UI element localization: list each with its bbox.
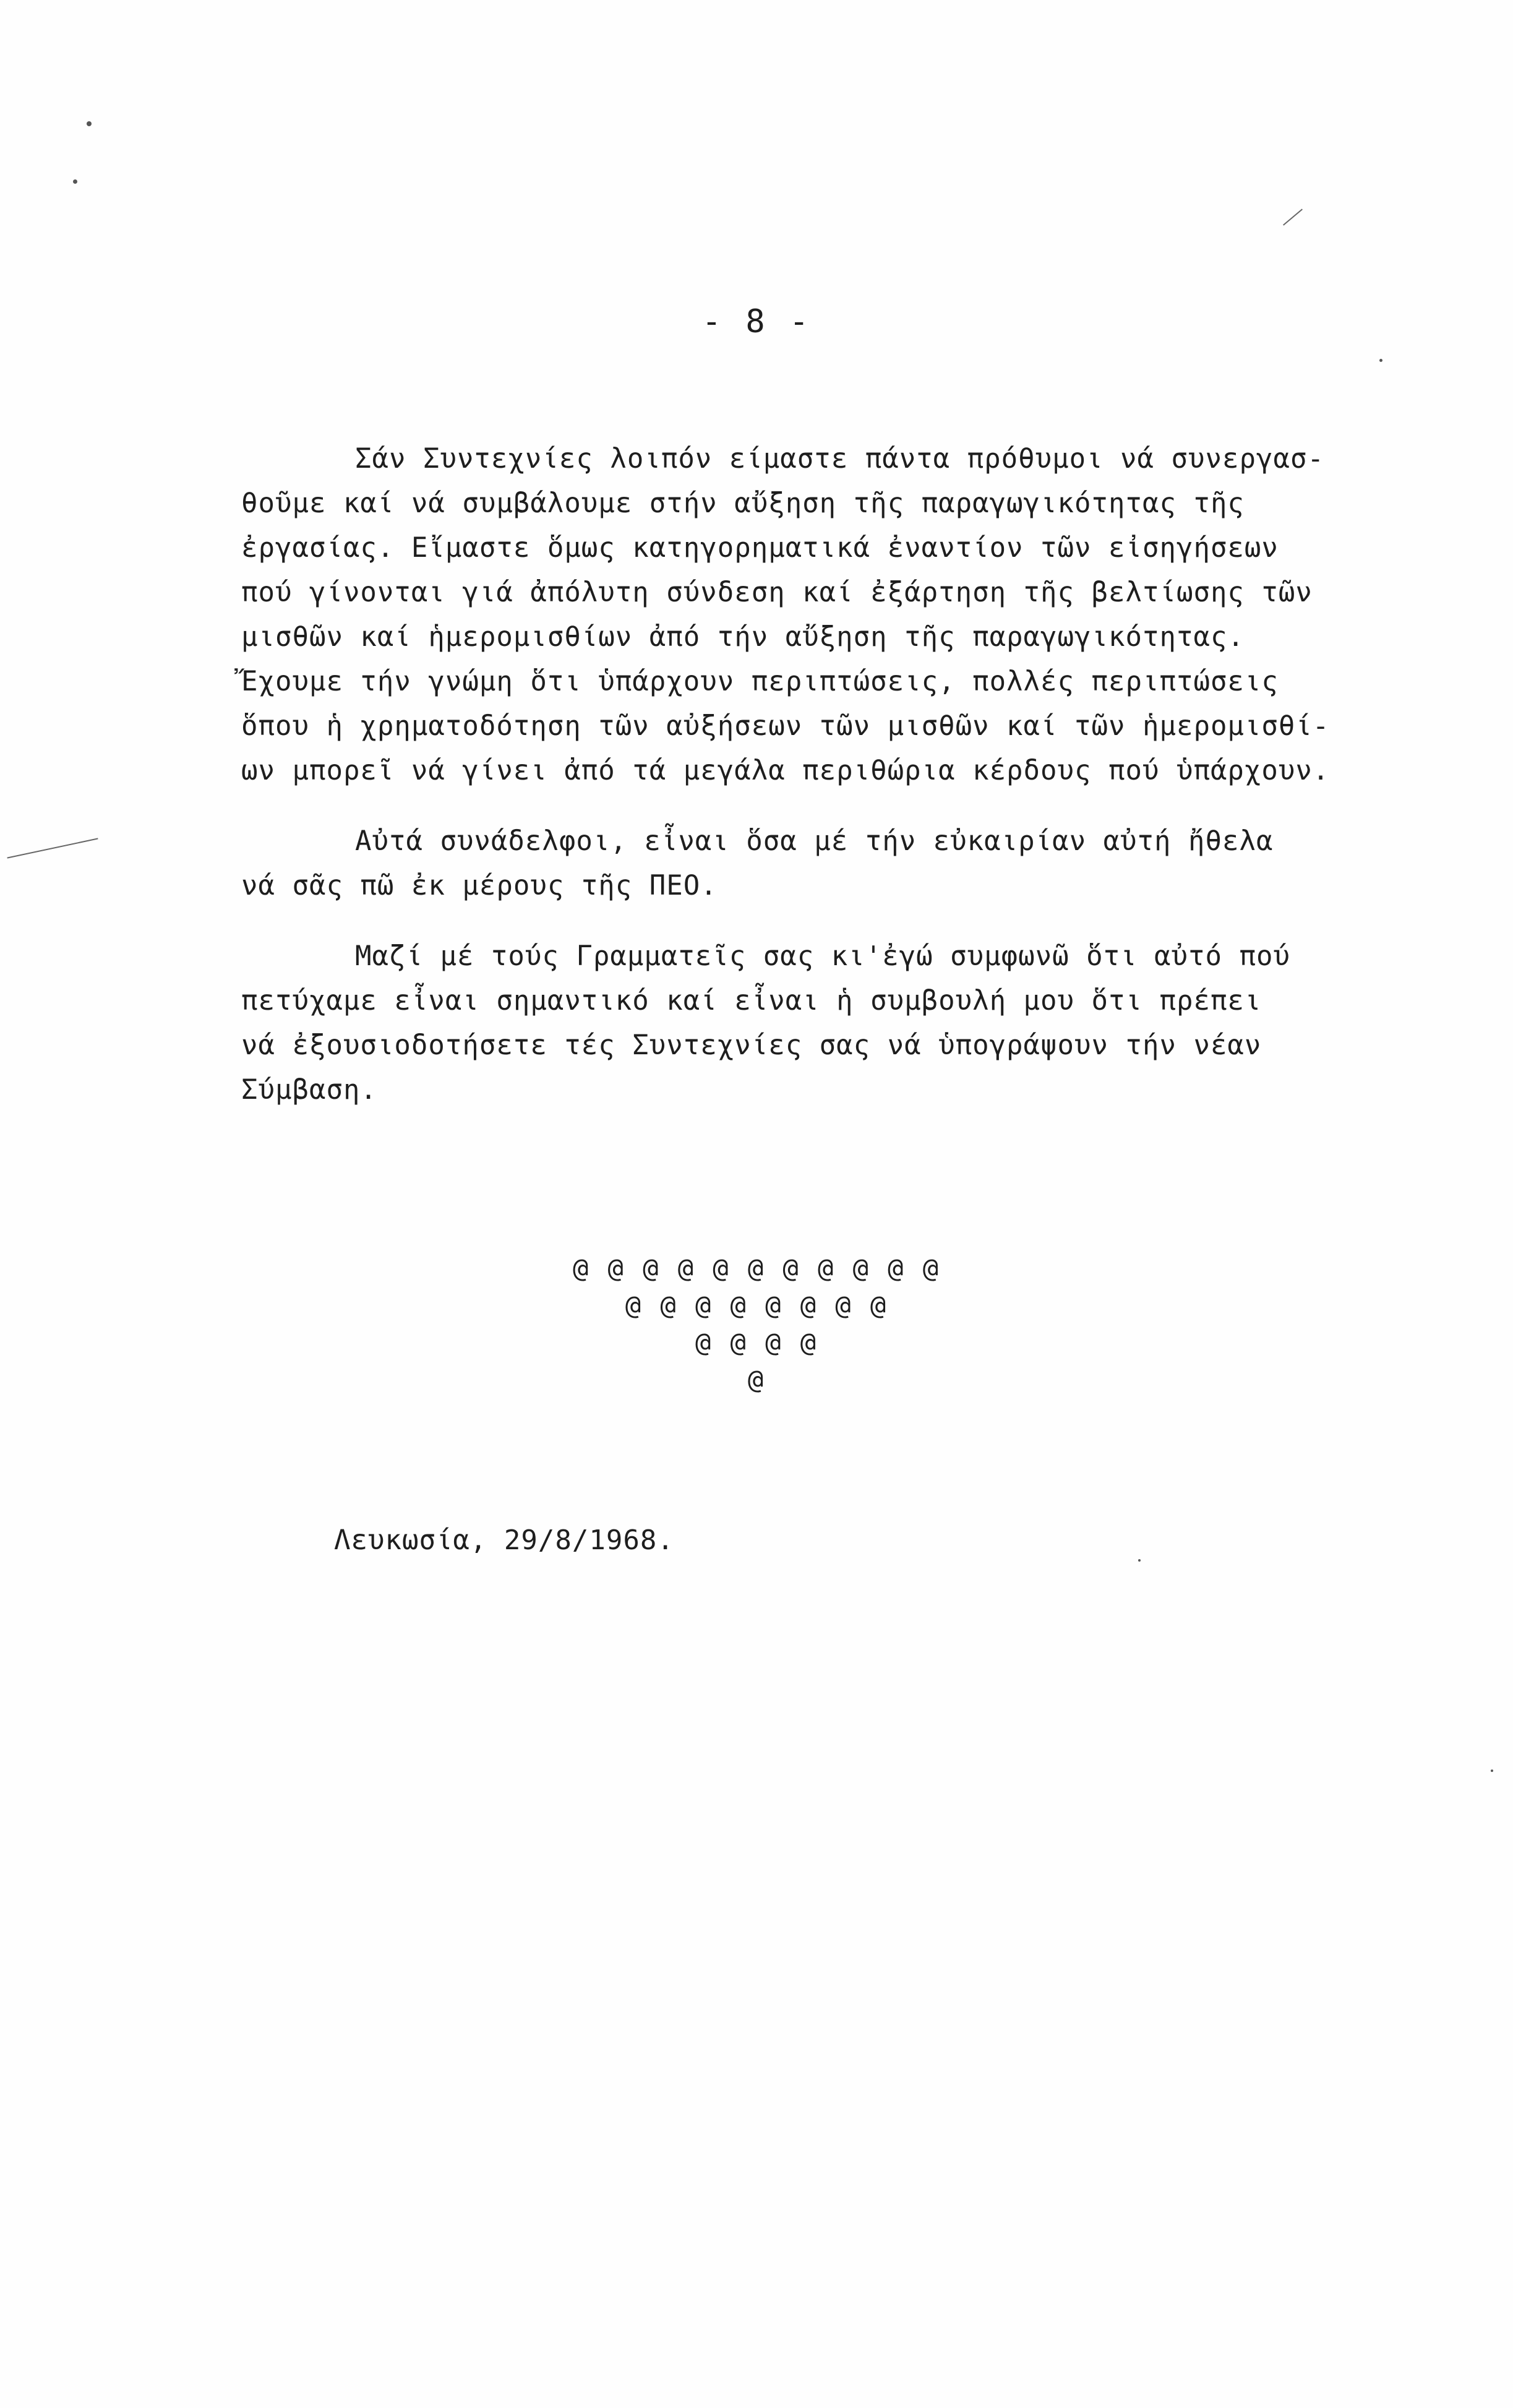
ornament-row: @ @ @ @ @ @ @ @ [625, 1290, 888, 1320]
paragraph-line: Μαζί μέ τούς Γραμματεῖς σας κι'ἐγώ συμφωνῶ ὅτι αὐτό πού [355, 940, 1290, 972]
paragraph-line: ὅπου ἡ χρηματοδότηση τῶν αὐξήσεων τῶν μισθῶν καί τῶν ἡμερομισθί- [241, 710, 1330, 742]
ornament-row: @ @ @ @ [695, 1327, 818, 1357]
paragraph-line: πετύχαμε εἶναι σημαντικό καί εἶναι ἡ συμβουλή μου ὅτι πρέπει [241, 985, 1262, 1017]
paragraph-line: ων μπορεῖ νά γίνει ἀπό τά μεγάλα περιθώρια κέρδους πού ὑπάρχουν. [241, 755, 1330, 786]
paragraph-line: ἐργασίας. Εἴμαστε ὅμως κατηγορηματικά ἐναντίον τῶν εἰσηγήσεων [241, 532, 1279, 564]
scan-speck [73, 179, 77, 184]
place-date: Λευκωσία, 29/8/1968. [334, 1524, 674, 1556]
scan-speck [1379, 359, 1382, 362]
paragraph-line: θοῦμε καί νά συμβάλουμε στήν αὔξηση τῆς παραγωγικότητας τῆς [241, 488, 1245, 519]
scan-speck [87, 121, 92, 126]
paragraph-line: νά ἐξουσιοδοτήσετε τές Συντεχνίες σας νά ὑπογράψουν τήν νέαν [241, 1030, 1262, 1061]
paragraph-line: Σάν Συντεχνίες λοιπόν είμαστε πάντα πρόθυμοι νά συνεργασ- [355, 443, 1324, 475]
scan-speck [1138, 1559, 1141, 1562]
paragraph-line: μισθῶν καί ἡμερομισθίων ἀπό τήν αὔξηση τῆς παραγωγικότητας. [241, 621, 1245, 653]
ornament-row: @ @ @ @ @ @ @ @ @ @ @ [572, 1253, 940, 1283]
paragraph-line: πού γίνονται γιά ἀπόλυτη σύνδεση καί ἐξάρτηση τῆς βελτίωσης τῶν [241, 577, 1313, 608]
scan-stroke [1283, 209, 1303, 225]
scan-speck [1491, 1769, 1493, 1772]
scan-stroke [7, 838, 98, 858]
ornament-row: @ [747, 1364, 766, 1395]
paragraph-line: Ἔχουμε τήν γνώμη ὅτι ὑπάρχουν περιπτώσεις, πολλές περιπτώσεις [241, 666, 1279, 697]
paragraph-line: Σύμβαση. [241, 1074, 377, 1106]
paragraph-line: νά σᾶς πῶ ἐκ μέρους τῆς ΠΕΟ. [241, 870, 718, 901]
paragraph-line: Αὐτά συνάδελφοι, εἶναι ὅσα μέ τήν εὐκαιρίαν αὐτή ἤθελα [355, 825, 1274, 857]
page-number: - 8 - [701, 303, 812, 340]
